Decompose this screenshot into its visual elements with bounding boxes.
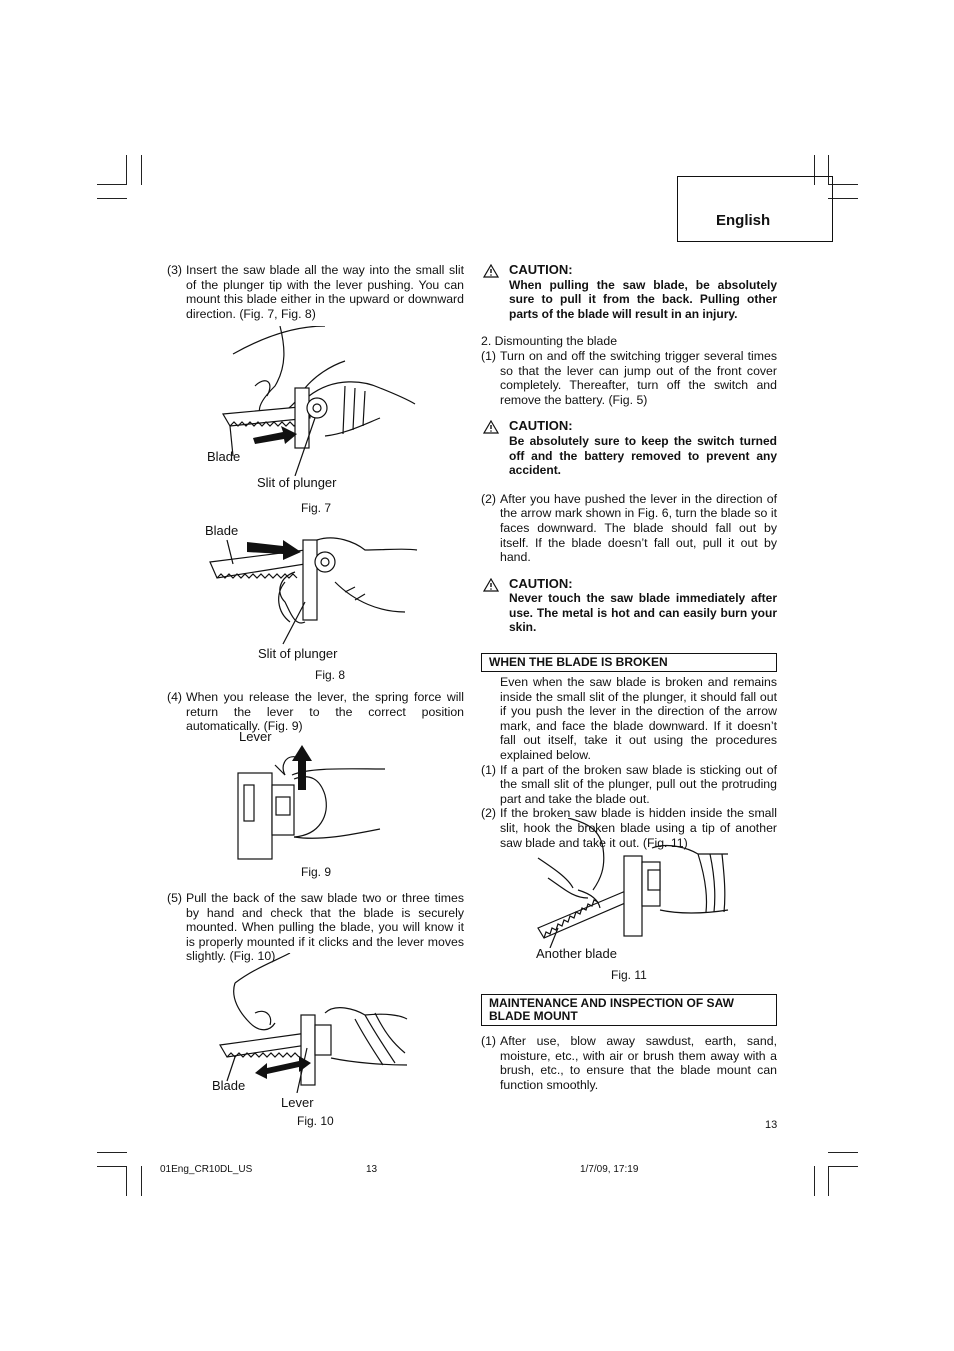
step-number: (1)	[481, 762, 497, 777]
fig11-caption: Fig. 11	[611, 968, 647, 982]
language-label: English	[716, 212, 771, 229]
broken-section-title: WHEN THE BLADE IS BROKEN	[481, 653, 777, 672]
warning-icon	[483, 264, 499, 278]
left-column	[167, 263, 464, 321]
step-text: If the broken saw blade is hidden inside the small slit, hook the broken blade using a tip of another saw blade and take it out. (Fig. 11)	[500, 806, 777, 850]
footer-file: 01Eng_CR10DL_US	[160, 1164, 253, 1175]
fig9-caption: Fig. 9	[301, 865, 332, 879]
step-text: After use, blow away sawdust, earth, sand, moisture, etc., with air or brush them away with a brush, etc., to ensure that the blade mount can function smoothly.	[500, 1034, 777, 1092]
dismount-step-2	[481, 492, 777, 565]
fig7-caption: Fig. 7	[301, 501, 332, 515]
maintenance-step-1	[481, 1034, 777, 1092]
fig10-blade-label: Blade	[212, 1078, 246, 1093]
step-number: (2)	[481, 806, 497, 821]
fig10-caption: Fig. 10	[297, 1114, 334, 1128]
step-3	[167, 263, 464, 321]
caution-block	[481, 263, 777, 321]
crop-mark	[141, 155, 142, 185]
step-4	[167, 690, 464, 734]
fig8-caption: Fig. 8	[315, 668, 346, 682]
step-number: (4)	[167, 690, 183, 704]
step-number: (5)	[167, 891, 183, 905]
fig10-lever-label: Lever	[281, 1095, 314, 1110]
step-number: (2)	[481, 491, 497, 506]
footer-page: 13	[366, 1164, 378, 1175]
step-number: (3)	[167, 263, 183, 277]
crop-mark	[828, 1152, 858, 1153]
crop-mark	[126, 155, 127, 185]
fig9-lever-label: Lever	[239, 729, 272, 744]
step-text: After you have pushed the lever in the direction of the arrow mark shown in Fig. 6, turn the blade so it faces downward. The blade should fall out by itself. If the blade doesn’t fall out, pull it out by hand.	[500, 491, 777, 565]
caution-heading: CAUTION:	[509, 418, 573, 434]
crop-mark	[97, 1152, 127, 1153]
fig11-illustration	[528, 818, 733, 948]
maintenance-section-title: MAINTENANCE AND INSPECTION OF SAW BLADE MOUNT	[481, 994, 777, 1026]
fig10-illustration	[215, 953, 415, 1093]
fig7-slit-label: Slit of plunger	[257, 475, 337, 490]
crop-mark	[828, 1166, 829, 1196]
step-text: When you release the lever, the spring force will return the lever to the correct position automatically. (Fig. 9)	[186, 690, 464, 734]
step-text: Turn on and off the switching trigger several times so that the lever can jump out of the front cover completely. Thereafter, turn off the switch and remove the battery. (Fig. 5)	[500, 348, 777, 407]
broken-step-1	[481, 763, 777, 807]
fig8-slit-label: Slit of plunger	[258, 646, 338, 661]
crop-mark	[814, 1166, 815, 1196]
broken-intro: Even when the saw blade is broken and remains inside the small slit of the plunger, it should fall out if you push the lever in the direction of the arrow mark, and face the blade downward. If it doesn’t fall out itself, take it out using the procedures explained below.	[500, 675, 777, 763]
caution-block	[481, 577, 777, 635]
step-number: (1)	[481, 348, 497, 363]
fig8-blade-label: Blade	[205, 523, 239, 538]
caution-heading: CAUTION:	[509, 262, 573, 277]
crop-mark	[141, 1166, 142, 1196]
right-column	[481, 263, 777, 850]
caution-text: When pulling the saw blade, be absolutely sure to pull it from the back. Pulling other parts of the blade will result in an injury.	[509, 277, 777, 321]
page-number: 13	[765, 1119, 778, 1131]
step-text: Insert the saw blade all the way into the small slit of the plunger tip with the lever pushing. You can mount this blade either in the upward or downward direction. (Fig. 7, Fig. 8)	[186, 263, 464, 321]
crop-mark	[97, 198, 127, 199]
caution-block	[481, 419, 777, 477]
caution-text: Never touch the saw blade immediately after use. The metal is hot and can easily burn your skin.	[509, 591, 777, 635]
fig8-illustration	[205, 532, 420, 647]
crop-mark	[126, 1166, 127, 1196]
step-text: Pull the back of the saw blade two or three times by hand and check that the blade is securely mounted. When pulling the blade, you will know it is properly mounted if it clicks and the lever moves slightly. (Fig. 10)	[186, 891, 464, 964]
language-tab	[677, 176, 833, 242]
dismount-heading: 2. Dismounting the blade	[481, 334, 618, 349]
step-number: (1)	[481, 1034, 497, 1048]
crop-mark	[828, 1166, 858, 1167]
maintenance-section	[481, 994, 777, 1092]
fig7-blade-label: Blade	[207, 449, 241, 464]
fig11-another-label: Another blade	[536, 946, 617, 961]
warning-icon	[483, 578, 499, 592]
warning-icon	[483, 420, 499, 434]
left-column-step4	[167, 690, 464, 734]
fig9-illustration	[230, 745, 390, 865]
crop-mark	[97, 1166, 127, 1167]
crop-mark	[97, 184, 127, 185]
dismount-step-1	[481, 349, 777, 407]
step-text: If a part of the broken saw blade is sticking out of the small slit of the plunger, pull out the protruding part and take the blade out.	[500, 762, 777, 806]
caution-text: Be absolutely sure to keep the switch turned off and the battery removed to prevent any accident.	[509, 433, 777, 478]
footer-date: 1/7/09, 17:19	[580, 1164, 639, 1175]
caution-heading: CAUTION:	[509, 575, 573, 591]
